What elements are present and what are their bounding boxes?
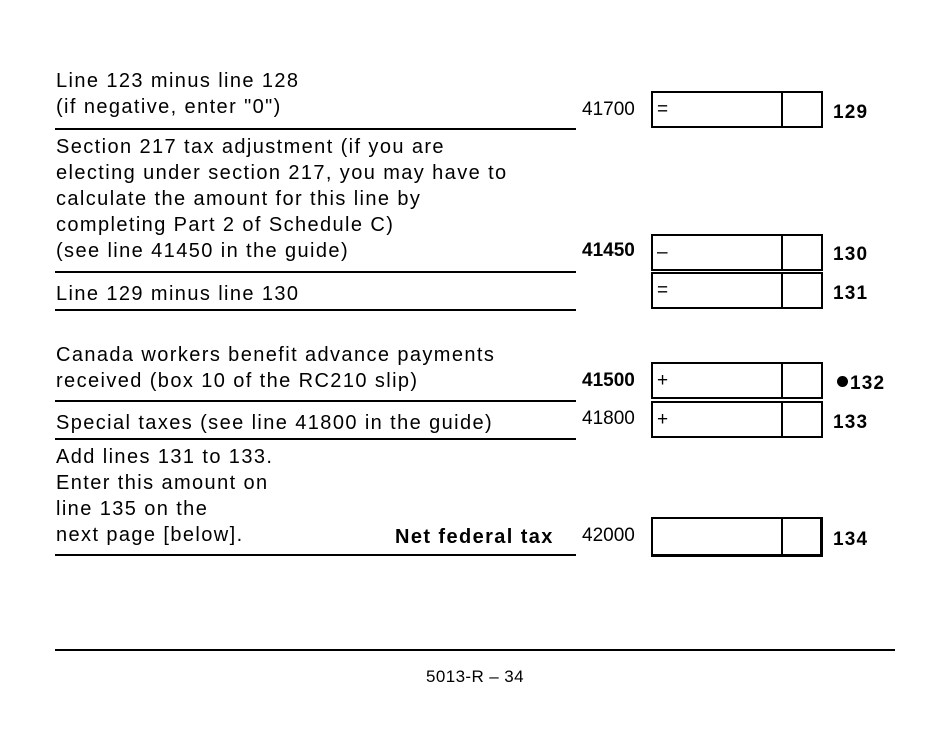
line-132-number: 132 xyxy=(850,373,886,394)
line-131-operator: = xyxy=(657,280,669,301)
line-134-rule xyxy=(55,554,576,556)
line-130-amount-field[interactable] xyxy=(651,234,823,271)
cents-divider xyxy=(781,93,783,126)
cents-divider xyxy=(781,519,783,554)
line-130-operator: – xyxy=(657,242,668,263)
line-129-rule xyxy=(55,128,576,130)
line-130-code: 41450 xyxy=(582,240,635,261)
line-131-number: 131 xyxy=(833,283,869,304)
line-130-rule xyxy=(55,271,576,273)
line-133-code: 41800 xyxy=(582,408,635,429)
bullet-icon xyxy=(837,376,848,387)
line-133-amount-field[interactable] xyxy=(651,401,823,438)
line-129-number: 129 xyxy=(833,102,869,123)
line-133-description: Special taxes (see line 41800 in the guide) xyxy=(56,412,494,434)
line-133-number: 133 xyxy=(833,412,869,433)
line-132-rule xyxy=(55,400,576,402)
line-129-amount-field[interactable] xyxy=(651,91,823,128)
line-131-amount-field[interactable] xyxy=(651,272,823,309)
line-130-number: 130 xyxy=(833,244,869,265)
line-132-description: Canada workers benefit advance payments received (box 10 of the RC210 slip) xyxy=(56,344,496,392)
line-132-code: 41500 xyxy=(582,370,635,391)
line-133-rule xyxy=(55,438,576,440)
cents-divider xyxy=(781,403,783,436)
line-130-description: Section 217 tax adjustment (if you are electing under section 217, you may have to calculate the amount for this line by completing Part 2 of Schedule C) (see line 41450 in the guide) xyxy=(56,136,508,262)
line-131-rule xyxy=(55,309,576,311)
cents-divider xyxy=(781,364,783,397)
line-129-code: 41700 xyxy=(582,99,635,120)
line-132-operator: + xyxy=(657,370,669,391)
line-129-description: Line 123 minus line 128 (if negative, enter "0") xyxy=(56,70,300,118)
line-132-amount-field[interactable] xyxy=(651,362,823,399)
line-134-description: Add lines 131 to 133. Enter this amount on line 135 on the next page [below]. xyxy=(56,446,274,546)
line-134-code: 42000 xyxy=(582,525,635,546)
line-129-operator: = xyxy=(657,99,669,120)
page-footer: 5013-R – 34 xyxy=(426,667,524,686)
line-134-number: 134 xyxy=(833,529,869,550)
line-131-description: Line 129 minus line 130 xyxy=(56,283,300,305)
line-132-number-wrap xyxy=(837,373,885,395)
line-134-amount-field[interactable] xyxy=(651,517,823,557)
cents-divider xyxy=(781,236,783,269)
footer-rule xyxy=(55,649,895,651)
line-133-operator: + xyxy=(657,409,669,430)
cents-divider xyxy=(781,274,783,307)
net-federal-tax-label: Net federal tax xyxy=(395,526,554,548)
